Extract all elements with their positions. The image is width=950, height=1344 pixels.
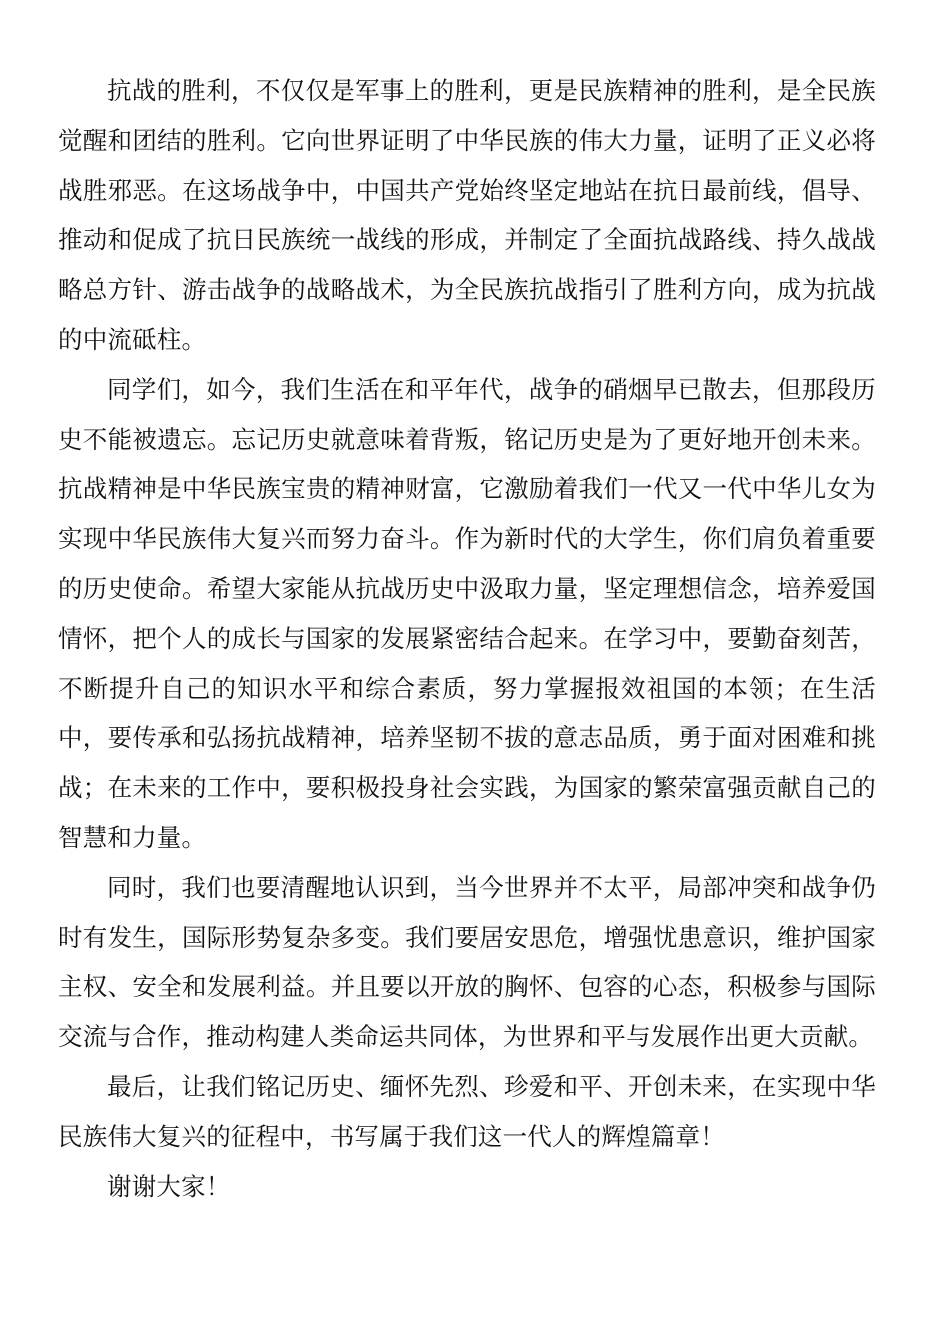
- paragraph-students: 同学们，如今，我们生活在和平年代，战争的硝烟早已散去，但那段历史不能被遗忘。忘记历史就意味着背叛，铭记历史是为了更好地开创未来。抗战精神是中华民族宝贵的精神财富，它激励着我们一代又一代中华儿女为实现中华民族伟大复兴而努力奋斗。作为新时代的大学生，你们肩负着重要的历史使命。希望大家能从抗战历史中汲取力量，坚定理想信念，培养爱国情怀，把个人的成长与国家的发展紧密结合起来。在学习中，要勤奋刻苦，不断提升自己的知识水平和综合素质，努力掌握报效祖国的本领；在生活中，要传承和弘扬抗战精神，培养坚韧不拔的意志品质，勇于面对困难和挑战；在未来的工作中，要积极投身社会实践，为国家的繁荣富强贡献自己的智慧和力量。: [58, 374, 876, 852]
- paragraph-thanks: 谢谢大家！: [107, 1171, 231, 1201]
- document-page: [58, 66, 876, 1211]
- paragraph-closing: 最后，让我们铭记历史、缅怀先烈、珍爱和平、开创未来，在实现中华民族伟大复兴的征程中，书写属于我们这一代人的辉煌篇章！: [58, 1071, 876, 1151]
- paragraph-world: 同时，我们也要清醒地认识到，当今世界并不太平，局部冲突和战争仍时有发生，国际形势复杂多变。我们要居安思危，增强忧患意识，维护国家主权、安全和发展利益。并且要以开放的胸怀、包容的心态，积极参与国际交流与合作，推动构建人类命运共同体，为世界和平与发展作出更大贡献。: [58, 872, 876, 1052]
- paragraph-victory: 抗战的胜利，不仅仅是军事上的胜利，更是民族精神的胜利，是全民族觉醒和团结的胜利。它向世界证明了中华民族的伟大力量，证明了正义必将战胜邪恶。在这场战争中，中国共产党始终坚定地站在抗日最前线，倡导、推动和促成了抗日民族统一战线的形成，并制定了全面抗战路线、持久战战略总方针、游击战争的战略战术，为全民族抗战指引了胜利方向，成为抗战的中流砥柱。: [58, 76, 876, 354]
